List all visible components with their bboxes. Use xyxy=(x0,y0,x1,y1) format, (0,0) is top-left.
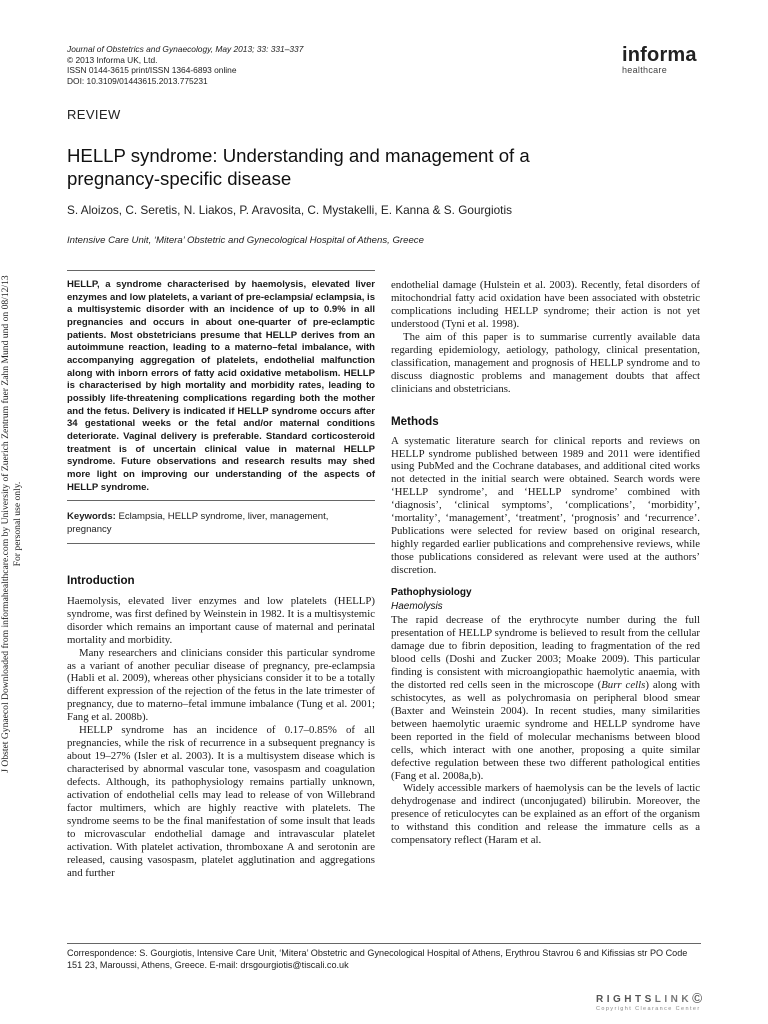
rightslink-link: LINK xyxy=(654,994,693,1005)
article-title: HELLP syndrome: Understanding and management of a pregnancy-specific disease xyxy=(67,145,530,189)
keywords-text: Eclampsia, HELLP syndrome, liver, management, pregnancy xyxy=(67,511,329,535)
publisher-logo xyxy=(622,44,697,75)
left-column xyxy=(67,270,375,880)
aim-paragraph: The aim of this paper is to summarise currently available data regarding epidemiology, aetiology, pathology, clinical presentation, classification, management and prognosis of HELLP syndrome and to discuss diagnostic problems and management doubts that affect clinicians and obstetricians. xyxy=(391,330,700,395)
haemolysis-paragraph-2: Widely accessible markers of haemolysis can be the levels of lactic dehydrogenase and indirect (unconjugated) bilirubin. Moreover, the presence of reticulocytes can be explained as an effort of the organism to withstand this condition and release the immature cells as a compensatory reflect (Haram et al. xyxy=(391,782,700,847)
correspondence-footnote: Correspondence: S. Gourgiotis, Intensive Care Unit, ‘Mitera’ Obstetric and Gynecological Hospital of Athens, Erythrou Stavrou 6 and Kifissias str PO Code 151 23, Maroussi, Athens, Greece. E-mail: drsgourgiotis@tiscali.co.uk xyxy=(67,948,688,971)
rightslink-mark-icon: Ⓒ xyxy=(692,994,706,1005)
haemolysis-heading: Haemolysis xyxy=(391,601,443,613)
introduction-paragraph-1: Haemolysis, elevated liver enzymes and low platelets (HELLP) syndrome, was first defined by Weinstein in 1982. It is a multisystemic disorder which remains an important cause of maternal and perinatal mortality and morbidity. xyxy=(67,594,375,646)
abstract-top-rule xyxy=(67,270,375,271)
burr-cells-term: Burr cells xyxy=(601,678,646,691)
journal-citation: Journal of Obstetrics and Gynaecology, May 2013; 33: 331–337 xyxy=(67,44,304,54)
continued-paragraph: endothelial damage (Hulstein et al. 2003). Recently, fetal disorders of mitochondrial fatty acid oxidation have been associated with obstetric complications including HELLP syndrome; their action is not yet understood (Tyni et al. 1998). xyxy=(391,279,700,330)
haemolysis-paragraph-1: The rapid decrease of the erythrocyte number during the full presentation of HELLP syndrome is believed to result from the cellular damage due to fibrin deposition, leading to fragmentation of the red blood cells (Doshi and Zucker 2003; Moake 2009). This particular finding is consistent with microangiopathic haemolytic anaemia, with the distorted red cells seen in the microscope (Burr cells) along with schistocytes, as well as polychromasia on peripheral blood smear (Baxter and Weinstein 2004). In recent studies, many similarities between haemolytic uraemic syndrome and HELLP syndrome have been reported in the field of molecular mechanisms between blood cells, which interact with one another, proposing a quite similar defective regulation between these two different pathological entities (Fang et al. 2008a,b). xyxy=(391,614,700,782)
keywords-label: Keywords: xyxy=(67,511,116,523)
rightslink-tagline: Copyright Clearance Center xyxy=(596,1006,701,1012)
affiliation: Intensive Care Unit, ‘Mitera’ Obstetric and Gynecological Hospital of Athens, Greece xyxy=(67,235,424,246)
introduction-heading: Introduction xyxy=(67,573,135,587)
download-notice-line1: J Obstet Gynaecol Downloaded from informahealthcare.com by University of Zuerich Zentrum fuer Zahn Mund und on 08/12/13 xyxy=(0,275,11,773)
abstract-bottom-rule xyxy=(67,500,375,501)
issn: ISSN 0144-3615 print/ISSN 1364-6893 online xyxy=(67,65,237,76)
journal-header xyxy=(67,44,507,86)
methods-paragraph: A systematic literature search for clinical reports and reviews on HELLP syndrome published between 1989 and 2011 were identified using PubMed and the Cochrane databases, and additional cited works not detected in the initial search were obtained. Search words were ‘HELLP syndrome’, and ‘HELLP syndrome’ combined with ‘diagnosis’, ‘clinical symptoms’, ‘complications’, ‘morbidity’, ‘mortality’, ‘management’, ‘treatment’, ‘prognosis’ and ‘recurrence’. Publications were selected for review based on original research, highly regarded earlier publications and comprehensive reviews, while those publications considered as relevant were used at the authors’ discretion. xyxy=(391,434,700,577)
keywords xyxy=(67,511,375,537)
introduction-paragraph-2: Many researchers and clinicians consider this particular syndrome as a variant of another peculiar disease of pregnancy, pre-eclampsia (Habli et al. 2009), whereas other physicians consider it to be a totally different expression of the rejection of the fetus in the late trimester of pregnancy, due to materno–fetal immune imbalance (Tung et al. 2001; Fang et al. 2008b). xyxy=(67,646,375,724)
logo-sub: healthcare xyxy=(622,65,668,75)
introduction-paragraph-3: HELLP syndrome has an incidence of 0.17–0.85% of all pregnancies, while the risk of recurrence in a subsequent pregnancy is about 19–27% (Isler et al. 2003). It is a multisystem disease which is characterised by abnormal vascular tone, vasospasm and coagulation defects. Although, its pathophysiology remains partially unknown, activation of endothelial cells may lead to release of von Willebrand factor multimers, which are highly reactive with platelets. The syndrome seems to be the final manifestation of some insult that leads to microvascular endothelial damage and intravascular platelet activation. With platelet activation, thromboxane A and serotonin are released, causing vasospasm, platelet agglutination and aggregations and further xyxy=(67,724,375,879)
logo-name: informa xyxy=(622,44,697,66)
article-type: REVIEW xyxy=(67,107,121,122)
methods-heading: Methods xyxy=(391,414,439,428)
pathophysiology-heading: Pathophysiology xyxy=(391,587,472,599)
footer-rule xyxy=(67,943,701,944)
download-notice xyxy=(0,144,24,904)
abstract: HELLP, a syndrome characterised by haemolysis, elevated liver enzymes and low platelets, a variant of pre-eclampsia/ eclampsia, is a multisystemic disorder with an incidence of up to 0.9% in all pregnancies and occurs in about one-quarter of pre-eclamptic patients. Most obstetricians presume that HELLP derives from an autoimmune reaction, leading to a materno–fetal imbalance, with accompanying aggregation of platelets, endothelial malfunction along with inborn errors of fatty acid oxidative metabolism. HELLP is characterised by high mortality and morbidity rates, leading to possibly life-threatening complications regarding both the mother and the fetus. Delivery is indicated if HELLP syndrome occurs after 34 gestational weeks or the fetal and/or maternal conditions deteriorate. Vaginal delivery is preferable. Standard corticosteroid treatment is of uncertain clinical value in maternal HELLP syndrome. Future observations and research results may shed more light on improving our understanding of the aspects of HELLP syndrome. xyxy=(67,279,375,493)
rightslink-logo[interactable] xyxy=(596,990,706,1012)
download-notice-line2: For personal use only. xyxy=(12,481,23,567)
copyright: © 2013 Informa UK, Ltd. xyxy=(67,54,158,65)
doi-link[interactable]: DOI: 10.3109/01443615.2013.775231 xyxy=(67,75,208,86)
rightslink-rights: RIGHTS xyxy=(596,994,655,1005)
right-column xyxy=(391,279,700,847)
author-list: S. Aloizos, C. Seretis, N. Liakos, P. Aravosita, C. Mystakelli, E. Kanna & S. Gourgiotis xyxy=(67,203,512,217)
